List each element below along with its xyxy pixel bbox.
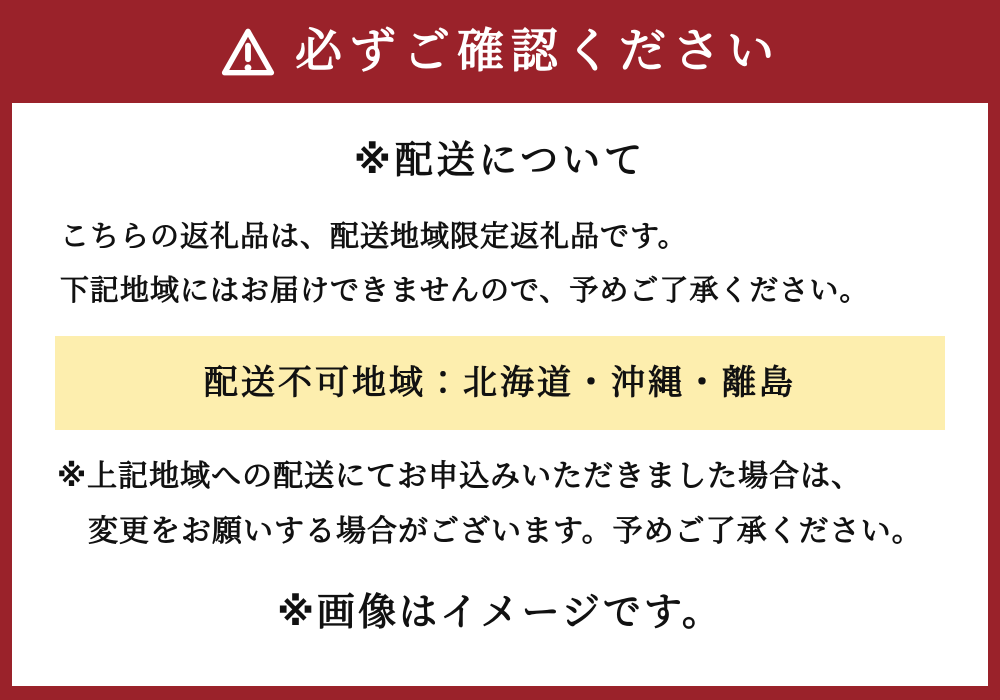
delivery-paragraph-line-1: こちらの返礼品は、配送地域限定返礼品です。: [60, 219, 688, 253]
restriction-note-line-1: ※上記地域への配送にてお申込みいただきました場合は、: [57, 459, 863, 494]
delivery-section-heading: ※配送について: [353, 138, 647, 182]
image-disclaimer-note: ※画像はイメージです。: [277, 590, 723, 634]
restricted-area-text: 配送不可地域：北海道・沖縄・離島: [204, 363, 796, 403]
delivery-paragraph-line-2: 下記地域にはお届けできませんので、予めご了承ください。: [60, 273, 870, 307]
restricted-area-highlight-box: [55, 336, 945, 430]
restriction-note-line-2: 変更をお願いする場合がございます。予めご了承ください。: [88, 514, 923, 549]
notice-content: [12, 103, 988, 686]
warning-triangle-icon: [219, 25, 277, 79]
banner-header: [0, 0, 1000, 103]
banner-title: 必ずご確認ください: [295, 24, 781, 79]
